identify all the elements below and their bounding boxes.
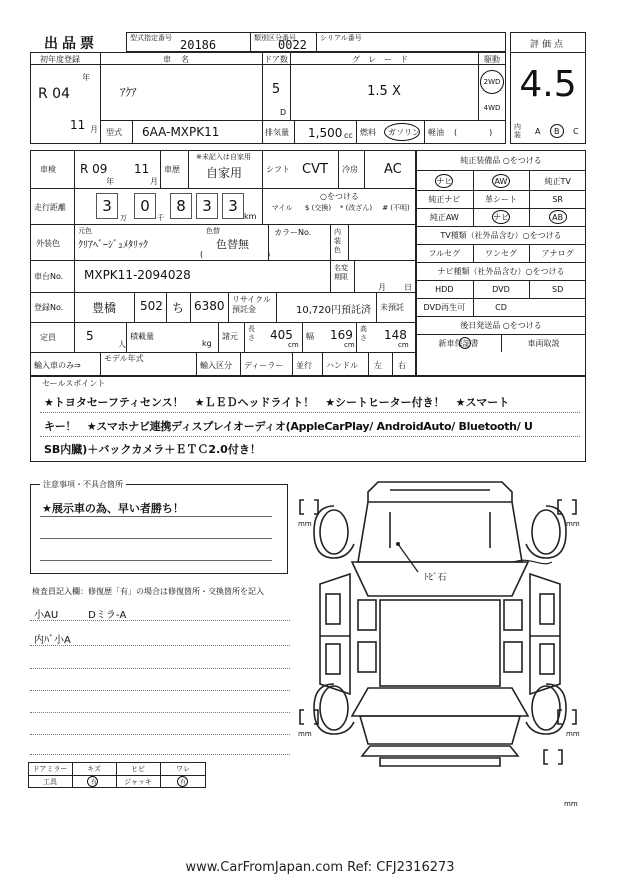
legend-jack: ジャッキ — [124, 778, 152, 786]
tv-option: ワンセグ — [484, 248, 517, 258]
fuel-label: 燃料 — [360, 128, 376, 137]
sales-line-1: ★トヨタセーフティセンス！ ★ＬＥＤヘッドライト！ ★シートヒーター付き！ ★スマート — [44, 396, 510, 409]
displacement-label: 排気量 — [265, 128, 289, 137]
handle-left: 左 — [374, 361, 382, 370]
doors-value: 5 — [271, 82, 281, 97]
name-value: ｱｸｱ — [120, 86, 137, 99]
color-orig-label: 元色 — [78, 227, 92, 235]
shift-label: シフト — [266, 165, 290, 174]
navi-option: HDD — [435, 284, 454, 294]
equip-aw-circle — [492, 174, 510, 188]
mileage-man: 万 — [120, 214, 127, 222]
drive-4wd: 4WD — [483, 104, 501, 112]
import-label: 輸入車のみ⇒ — [34, 361, 81, 370]
sales-line-3: SB内臓)＋バックカメラ＋ＥＴＣ2.0付き！ — [44, 443, 261, 456]
width-value: 169 — [330, 328, 353, 342]
navi-option: DVD — [492, 284, 510, 294]
ac-value: AC — [384, 162, 402, 177]
import-dealer: ディーラー — [244, 361, 284, 370]
capacity-label: 定員 — [40, 333, 56, 342]
mileage-option: # (不明) — [382, 204, 410, 212]
chassis-value: MXPK11-2094028 — [84, 268, 191, 282]
tire-bracket-rr — [558, 710, 576, 724]
model-value: 6AA-MXPK11 — [142, 125, 220, 139]
sheet-title: 出品票 — [44, 36, 98, 52]
color-paren: ( ) — [200, 250, 271, 259]
displacement-unit: cc — [344, 131, 353, 140]
year-value: R 04 — [38, 86, 70, 102]
color-value: ｸﾘｱﾍﾞｰｼﾞｭﾒﾀﾘｯｸ — [78, 240, 148, 251]
month-value: 11 — [70, 118, 86, 132]
shaken-month-unit: 月 — [150, 177, 158, 186]
width-label: 幅 — [306, 332, 314, 341]
reg-class: 502 — [140, 299, 163, 313]
tv-title: TV種類（社外品含む）○をつける — [440, 230, 562, 240]
light-oil-label: 軽油 — [428, 128, 444, 137]
length-unit: cm — [288, 341, 299, 349]
equip-ab-circle — [549, 210, 567, 224]
footer-watermark: www.CarFromJapan.com Ref: CFJ2316273 — [185, 860, 455, 875]
genuine-title: 純正装備品 ○をつける — [460, 156, 542, 165]
year-label: 初年度登録 — [40, 55, 80, 64]
navi-option: SD — [552, 284, 564, 294]
category-value: 0022 — [278, 38, 307, 52]
legend-jack-mark: 有 — [179, 779, 186, 786]
sales-line-2: キー！ ★スマホナビ連携ディスプレイオーディオ(AppleCarPlay/ AndroidAuto/ Bluetooth/ U — [44, 420, 533, 433]
equip-navi-2-circle — [492, 210, 510, 224]
inspector-line-2: 内ﾊﾞ小A — [34, 635, 71, 646]
capacity-value: 5 — [86, 329, 94, 343]
tire-spare-unit: mm — [564, 800, 578, 808]
tire-fr-unit: mm — [566, 520, 580, 528]
equip-aw: AW — [494, 176, 508, 186]
tire-rr-unit: mm — [566, 730, 580, 738]
load-unit: kg — [202, 339, 212, 348]
handle-label: ハンドル — [326, 361, 358, 370]
history-label: 車歴 — [164, 165, 180, 174]
doors-label: ドア数 — [264, 55, 288, 64]
serial-label: シリアル番号 — [320, 34, 362, 42]
month-unit: 月 — [90, 125, 98, 134]
category-label: 類別区分番号 — [254, 34, 296, 42]
height-label: 高さ — [360, 325, 367, 342]
color-label: 外装色 — [36, 239, 60, 248]
history-value: 自家用 — [206, 166, 243, 180]
equip-navi-2: ナビ — [492, 212, 509, 222]
height-value: 148 — [384, 328, 407, 342]
mileage-option: * (改ざん) — [339, 204, 373, 212]
drive-label: 駆動 — [484, 55, 500, 64]
history-note: ※未記入は自家用 — [196, 153, 251, 161]
mileage-digit: 0 — [134, 193, 156, 219]
tire-bracket-fl — [300, 500, 318, 514]
equip-genuine-aw: 純正AW — [429, 212, 459, 222]
deadline-day: 日 — [404, 283, 412, 292]
tv-option: アナログ — [541, 248, 574, 258]
later-title: 後日発送品 ○をつける — [460, 320, 542, 330]
interior-a: A — [535, 127, 541, 136]
shift-value: CVT — [302, 162, 328, 177]
name-label: 車名 — [163, 55, 199, 64]
later-warranty-circle — [459, 337, 471, 349]
import-parallel: 並行 — [296, 361, 312, 370]
equip-sr: SR — [552, 194, 563, 204]
shaken-year-unit: 年 — [106, 177, 114, 186]
recycle-label: リサイクル預託金 — [232, 295, 271, 314]
deadline-label: 名変期限 — [334, 264, 348, 281]
length-label: 長さ — [248, 325, 255, 342]
interior-label: 内装 — [514, 123, 521, 139]
color-change-value: 色替無 — [216, 238, 249, 251]
equip-genuine-navi: 純正ナビ — [428, 194, 461, 204]
capacity-unit: 人 — [118, 340, 126, 349]
drive-2wd: 2WD — [483, 78, 501, 86]
mileage-sen: 千 — [157, 214, 164, 222]
ac-label: 冷房 — [342, 165, 358, 174]
navi-option-dvd-play: DVD再生可 — [423, 302, 466, 312]
shaken-month: 11 — [134, 162, 150, 176]
type-value: 20186 — [180, 38, 217, 52]
mileage-option: $ (交換) — [304, 204, 332, 212]
mileage-digit: 3 — [196, 193, 218, 219]
mileage-label: 走行距離 — [34, 203, 66, 212]
reg-region: 豊橋 — [92, 301, 117, 315]
mileage-circle-note: ○をつける — [320, 192, 359, 201]
equip-ab: AB — [552, 212, 564, 222]
mileage-digit: 3 — [96, 193, 118, 219]
shaken-year: R 09 — [80, 162, 108, 176]
reg-kana: ち — [172, 301, 185, 315]
doors-sub: D — [280, 108, 287, 117]
reg-label: 登録No. — [34, 303, 64, 312]
notes-line-1: ★展示車の為、早い者勝ち！ — [42, 502, 184, 515]
interior-c: C — [573, 127, 579, 136]
color-num-label: 色替 — [206, 227, 220, 235]
tire-fl-unit: mm — [298, 520, 312, 528]
equip-genuine-tv: 純正TV — [544, 176, 571, 186]
later-manual: 車両取説 — [527, 338, 560, 348]
handle-right: 右 — [398, 361, 406, 370]
shaken-label: 車検 — [40, 165, 56, 174]
grade-label: グレード — [352, 55, 416, 64]
score-label: 評価点 — [529, 40, 566, 50]
length-value: 405 — [270, 328, 293, 342]
fuel-value: ガソリン — [388, 128, 420, 137]
grade-value: 1.5 X — [367, 84, 401, 99]
light-oil-value: ( ) — [454, 128, 493, 137]
navi-title: ナビ種類（社外品含む）○をつける — [437, 266, 565, 276]
stone-chip-label: ﾄﾋﾞ石 — [424, 573, 447, 583]
model-label: 型式 — [106, 128, 122, 137]
equip-navi: ナビ — [436, 176, 453, 186]
reg-number: 6380 — [194, 299, 225, 313]
chassis-label: 車台No. — [34, 272, 64, 281]
mileage-option: マイル — [271, 204, 293, 212]
deadline-month: 月 — [378, 283, 386, 292]
legend-scratch: キズ — [87, 765, 101, 773]
year-unit: 年 — [82, 73, 90, 82]
notes-label: 注意事項・不具合箇所 — [40, 479, 126, 490]
car-diagram — [290, 476, 590, 812]
inspector-line-1: 小AU Dミラ-A — [34, 610, 127, 621]
tire-bracket-spare — [544, 750, 562, 764]
mileage-unit: km — [244, 212, 257, 221]
legend-tools-mark: 有 — [90, 779, 97, 786]
navi-option-cd: CD — [495, 302, 507, 312]
import-class-label: 輸入区分 — [200, 361, 232, 370]
load-label: 積載量 — [130, 332, 154, 341]
equip-leather: 革シート — [484, 194, 517, 204]
interior-b: B — [554, 127, 560, 136]
mileage-digit: 3 — [222, 193, 244, 219]
legend-mirror: ドアミラー — [32, 765, 68, 773]
dims-label: 諸元 — [222, 332, 238, 341]
tv-option: フルセグ — [428, 248, 461, 258]
interior-color-label: 内装色 — [334, 228, 341, 254]
color-no-label: カラーNo. — [274, 228, 312, 237]
later-warranty: 新車保証書 — [438, 338, 479, 348]
model-year-label: モデル年式 — [104, 354, 144, 363]
recycle-unpaid: 未預託 — [380, 303, 404, 312]
displacement-value: 1,500 — [308, 126, 343, 140]
legend-crack: ヒビ — [131, 765, 145, 773]
inspector-label: 検査員記入欄：修復歴「有」の場合は修復箇所・交換箇所を記入 — [32, 587, 264, 596]
sales-label: セールスポイント — [42, 379, 106, 388]
legend-break: ワレ — [176, 765, 190, 773]
legend-tools: 工具 — [43, 778, 57, 786]
recycle-value: 10,720円預託済 — [296, 305, 371, 316]
type-label: 型式指定番号 — [130, 34, 172, 42]
tire-rl-unit: mm — [298, 730, 312, 738]
mileage-digit: 8 — [170, 193, 192, 219]
height-unit: cm — [398, 341, 409, 349]
score-value: 4.5 — [519, 64, 577, 105]
width-unit: cm — [344, 341, 355, 349]
